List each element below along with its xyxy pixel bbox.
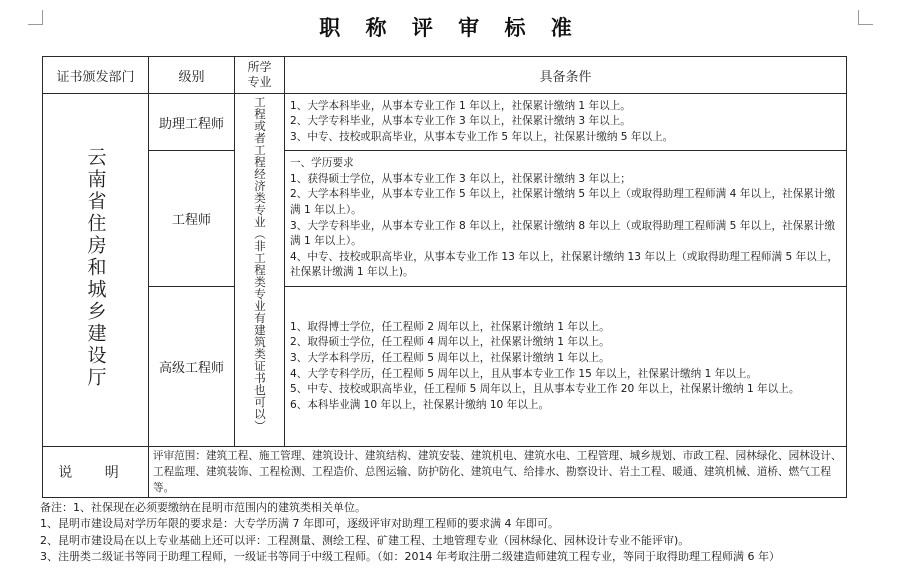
header-major-text: 所学专业 (247, 60, 272, 89)
footnote-line: 备注：1、社保现在必须要缴纳在昆明市范围内的建筑类相关单位。 (40, 501, 366, 514)
condition-line: 3、大学本科学历，任工程师 5 周年以上，社保累计缴纳 1 年以上。 (290, 351, 610, 364)
table-row-engineer (43, 151, 847, 287)
table-row-assistant (43, 94, 847, 151)
condition-line: 1、大学本科毕业，从事本专业工作 1 年以上，社保累计缴纳 1 年以上。 (290, 99, 631, 112)
review-scope: 评审范围：建筑工程、施工管理、建筑设计、建筑结构、建筑安装、建筑机电、建筑水电、工程管理、城乡规划、市政工程、园林绿化、园林设计、工程监理、建筑装饰、工程检测、工程造价、总图运输、防护防化、建筑电气、给排水、勘察设计、岩土工程、暖通、建筑机械、道桥、燃气工程等。 (149, 447, 847, 498)
footnotes (40, 500, 890, 566)
note-label: 说 明 (43, 447, 149, 498)
dept-cell (43, 94, 149, 447)
condition-line: 1、取得博士学位，任工程师 2 周年以上，社保累计缴纳 1 年以上。 (290, 320, 610, 333)
major-cell (235, 94, 285, 447)
condition-line: 2、取得硕士学位，任工程师 4 周年以上，社保累计缴纳 1 年以上。 (290, 336, 610, 349)
header-major (235, 57, 285, 94)
document-title: 职 称 评 审 标 准 (319, 15, 581, 40)
major-text: 工程或者工程经济类专业（非工程类专业有建筑类证书也可以） (253, 96, 267, 432)
table-row-senior-engineer (43, 287, 847, 447)
table-row-note (43, 447, 847, 498)
condition-line: 2、大学本科毕业，从事本专业工作 5 年以上，社保累计缴纳 5 年以上（或取得助理工程师满 4 年以上，社保累计缴满 1 年以上）。 (290, 188, 836, 216)
level-senior-engineer: 高级工程师 (149, 287, 235, 447)
condition-line: 5、中专、技校或职高毕业，任工程师 5 周年以上，且从事本专业工作 20 年以上，社保累计缴纳 1 年以上。 (290, 383, 800, 396)
footnote-line: 1、昆明市建设局对学历年限的要求是：大专学历满 7 年即可，逐级评审对助理工程师的要求满 4 年即可。 (40, 517, 559, 531)
table-header-row (43, 57, 847, 94)
condition-line: 6、本科毕业满 10 年以上，社保累计缴纳 10 年以上。 (290, 398, 550, 411)
level-engineer: 工程师 (149, 151, 235, 287)
conditions-assistant-engineer (285, 94, 847, 151)
footnote-line: 2、昆明市建设局在以上专业基础上还可以评：工程测量、测绘工程、矿建工程、土地管理专业（园林绿化、园林设计专业不能评审)。 (40, 533, 690, 547)
standards-table (42, 56, 847, 498)
header-conditions: 具备条件 (285, 57, 847, 94)
condition-line: 2、大学专科毕业，从事本专业工作 3 年以上，社保累计缴纳 3 年以上。 (290, 115, 631, 128)
condition-line: 3、中专、技校或职高毕业，从事本专业工作 5 年以上，社保累计缴纳 5 年以上。 (290, 130, 674, 143)
header-level: 级别 (149, 57, 235, 94)
level-assistant-engineer: 助理工程师 (149, 94, 235, 151)
condition-line: 1、获得硕士学位，从事本专业工作 3 年以上，社保累计缴纳 3 年以上； (290, 172, 631, 185)
footnote-line: 3、注册类二级证书等同于助理工程师，一级证书等同于中级工程师。（如：2014 年考取注册二级建造师建筑工程专业，等同于取得助理工程师满 6 年） (40, 550, 780, 564)
condition-line: 一、学历要求 (290, 157, 354, 170)
conditions-engineer (285, 151, 847, 287)
dept-name: 云南省住房和城乡建设厅 (84, 147, 107, 389)
condition-line: 4、大学专科学历，任工程师 5 周年以上，且从事本专业工作 15 年以上，社保累计缴纳 1 年以上。 (290, 367, 758, 380)
conditions-senior-engineer (285, 287, 847, 447)
condition-line: 4、中专、技校或职高毕业，从事本专业工作 13 年以上，社保累计缴纳 13 年以上（或取得助理工程师满 5 年以上，社保累计缴满 1 年以上)。 (290, 250, 838, 279)
condition-line: 3、大学专科毕业，从事本专业工作 8 年以上，社保累计缴纳 8 年以上（或取得助理工程师满 5 年以上，社保累计缴满 1 年以上）。 (290, 219, 836, 248)
header-dept: 证书颁发部门 (43, 57, 149, 94)
